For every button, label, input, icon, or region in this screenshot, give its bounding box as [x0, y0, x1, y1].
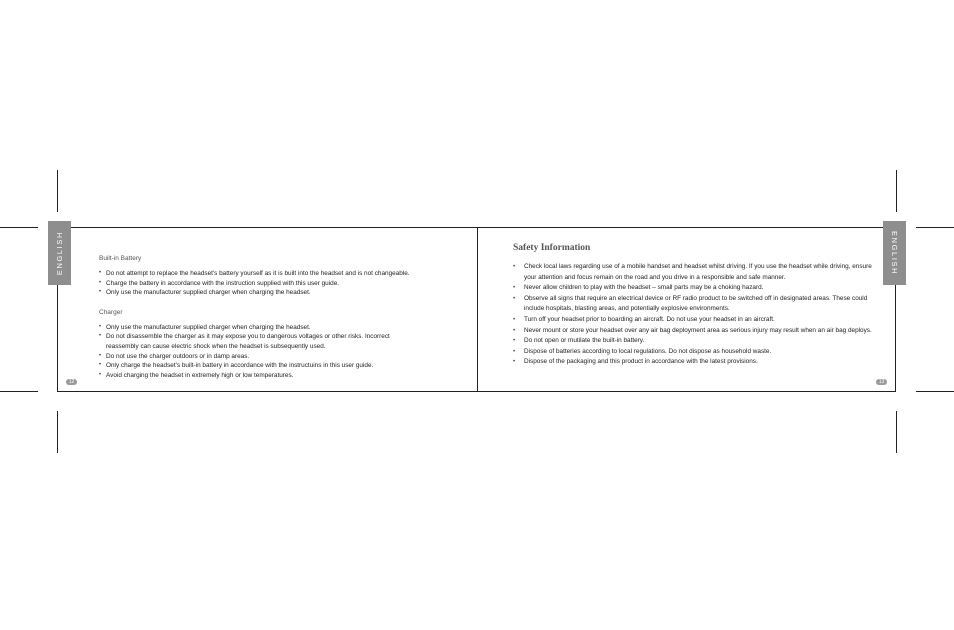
center-fold [477, 227, 478, 392]
language-tab-label: ENGLISH [890, 230, 899, 276]
list-item: • Avoid charging the headset in extremely high or low temperatures. [99, 371, 419, 381]
bullet-list [99, 269, 469, 298]
list-item: • Do not use the charger outdoors or in damp areas. [99, 352, 419, 362]
crop-mark [896, 170, 897, 212]
list-item: • Never allow children to play with the headset – small parts may be a choking hazard. [513, 283, 873, 294]
list-item: • Do not open or mutilate the built-in battery. [513, 336, 873, 347]
list-item: • Never mount or store your headset over any air bag deployment area as serious injury may result when an air bag deploys. [513, 326, 873, 337]
crop-mark [0, 227, 38, 228]
list-item: • Charge the battery in accordance with the instruction supplied with this user guide. [99, 279, 469, 289]
list-item: • Check local laws regarding use of a mobile handset and headset whilst driving. If you use the headset while driving, ensure your attention and focus remain on the road and you drive in a responsible and safe manner. [513, 262, 873, 283]
crop-mark [0, 391, 38, 392]
language-tab-left [48, 221, 71, 285]
crop-mark [57, 170, 58, 212]
left-page-content [99, 255, 469, 380]
list-item: • Dispose of the packaging and this product in accordance with the latest provisions. [513, 357, 873, 368]
crop-mark [916, 227, 954, 228]
section-heading: Charger [99, 308, 123, 316]
bullet-list [99, 323, 419, 381]
list-item: • Only use the manufacturer supplied charger when charging the headset. [99, 323, 419, 333]
list-item: • Observe all signs that require an electrical device or RF radio product to be switched off in designated areas. These could include hospitals, blasting areas, and potentially explosive environments. [513, 294, 873, 315]
section-charger [99, 309, 469, 381]
list-item: • Only use the manufacturer supplied charger when charging the headset. [99, 288, 469, 298]
page-title: Safety Information [513, 243, 591, 253]
list-item: • Only charge the headset's built-in battery in accordance with the instructuins in this user guide. [99, 361, 419, 371]
bullet-list [513, 262, 873, 368]
page-number-left: 12 [66, 379, 77, 385]
list-item: • Do not disassemble the charger as it may expose you to dangerous voltages or other risks. Incorrect reassembly can cause electric shock when the headset is subsequently used. [99, 332, 419, 351]
list-item: • Do not attempt to replace the headset's battery yourself as it is built into the headset and is not changeable. [99, 269, 469, 279]
language-tab-label: ENGLISH [55, 230, 64, 276]
section-heading: Built-in Battery [99, 255, 142, 262]
language-tab-right [883, 221, 906, 285]
list-item: • Turn off your headset prior to boarding an aircraft. Do not use your headset in an aircraft. [513, 315, 873, 326]
page-number-right: 13 [876, 379, 887, 385]
crop-mark [57, 411, 58, 453]
right-page-content [513, 243, 873, 368]
crop-mark [916, 391, 954, 392]
section-built-in-battery [99, 255, 469, 298]
list-item: • Dispose of batteries according to local regulations. Do not dispose as household waste. [513, 347, 873, 358]
crop-mark [896, 411, 897, 453]
